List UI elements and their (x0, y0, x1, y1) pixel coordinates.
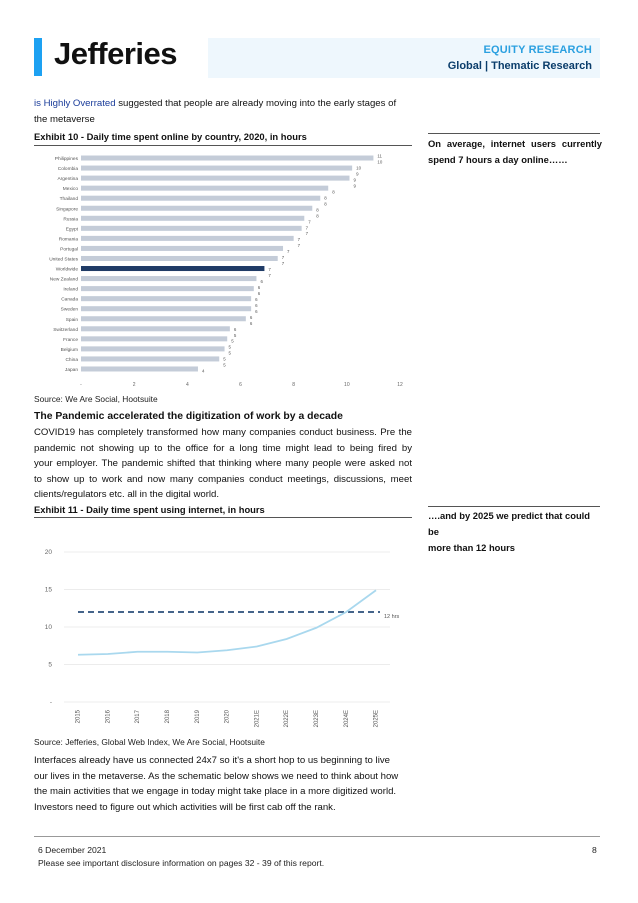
bar (81, 166, 352, 171)
bar (81, 246, 283, 251)
bar-category-label: Portugal (60, 247, 78, 253)
x-tick-label: 2023E (313, 710, 320, 728)
bar-category-label: Colombia (57, 167, 78, 173)
y-tick-label: 10 (44, 624, 52, 631)
exhibit10-source: Source: We Are Social, Hootsuite (34, 394, 158, 404)
bar (81, 316, 246, 321)
x-tick-label: 2025E (373, 710, 380, 728)
bar (81, 336, 227, 341)
section-heading: The Pandemic accelerated the digitization of work by a decade (34, 411, 343, 422)
bar-category-label: Russia (63, 217, 78, 223)
x-tick-label: 12 (397, 382, 403, 388)
x-tick-label: 2018 (164, 710, 171, 724)
bar-value-label: 7 (281, 255, 285, 261)
pandemic-line: COVID19 has completely transformed how many companies conduct business. Pre the (34, 427, 412, 438)
bar-value-label: 5 (228, 344, 232, 350)
reference-line-label: 12 hrs (384, 614, 400, 620)
bar-value-label: 7 (297, 243, 301, 249)
bar-value-label: 6 (255, 308, 258, 314)
bar-value-label: 8 (316, 207, 319, 213)
bar-value-label: 5 (228, 350, 232, 356)
bar-value-label: 7 (297, 237, 301, 243)
bar-value-label: 9 (353, 183, 356, 189)
bar (81, 286, 254, 291)
exhibit11-source: Source: Jefferies, Global Web Index, We Are Social, Hootsuite (34, 737, 265, 747)
bar (81, 276, 256, 281)
side-note-line: ….and by 2025 we predict that could be (428, 510, 591, 537)
bar-value-label: 8 (316, 213, 319, 219)
exhibit10-bar-chart (34, 148, 412, 392)
bar-value-label: 7 (305, 231, 309, 237)
exhibit11-rule (34, 517, 412, 518)
bar-value-label: 8 (324, 195, 327, 201)
x-tick-label: 10 (344, 382, 350, 388)
footer-date: 6 December 2021 (38, 845, 107, 855)
intro-text: suggested that people are already moving into the early stages of (115, 98, 397, 109)
exhibit11-line-chart (34, 540, 404, 730)
bar-category-label: Mexico (62, 187, 78, 193)
bar-category-label: Argentina (57, 177, 78, 183)
intro-text-line2: the metaverse (34, 113, 95, 125)
bar-value-label: 6 (257, 284, 261, 290)
pandemic-line: pandemic not showing up to the office for a long time might lead to being fired by (34, 442, 412, 454)
bar-value-label: 6 (249, 320, 253, 326)
bar-value-label: 5 (233, 332, 237, 338)
bar (81, 346, 225, 351)
bar-category-label: Singapore (56, 207, 78, 213)
side-note-line: spend 7 hours a day online…… (428, 154, 568, 165)
bar (81, 186, 328, 191)
x-tick-label: 6 (239, 382, 242, 388)
bar-category-label: Sweden (60, 307, 78, 313)
closing-paragraph (34, 753, 412, 815)
page-number: 8 (592, 845, 597, 855)
exhibit11-title: Exhibit 11 - Daily time spent using internet, in hours (34, 504, 265, 515)
pandemic-line: to show up to work and now many companies conduct meetings, discussions, meet (34, 473, 412, 485)
bar (81, 356, 219, 361)
bar (81, 306, 251, 311)
bar-category-label: Thailand (59, 197, 78, 203)
exhibit11-side-note (428, 508, 602, 556)
exhibit10-side-rule (428, 133, 600, 134)
x-tick-label: 2019 (194, 710, 201, 724)
closing-line: Interfaces already have us connected 24x7 so it's a short hop to us beginning to live (34, 755, 390, 766)
bar-category-label: Belgium (60, 347, 78, 353)
report-header-box (208, 38, 600, 78)
bar-value-label: 6 (249, 314, 253, 320)
bar-value-label: 7 (287, 249, 290, 255)
bar-value-label: 7 (268, 273, 271, 279)
bar-value-label: 4 (201, 368, 205, 374)
x-tick-label: 2016 (105, 710, 112, 724)
bar-category-label: Canada (61, 297, 78, 303)
bar-category-label: New Zealand (49, 277, 78, 283)
exhibit11-side-rule (428, 506, 600, 507)
bar-value-label: 6 (255, 302, 258, 308)
bar-value-label: 6 (257, 290, 261, 296)
closing-line: our lives in the metaverse. As the schematic below shows we need to think about how (34, 770, 399, 782)
x-tick-label: 2 (132, 382, 136, 388)
report-subtitle: Global | Thematic Research (447, 60, 592, 72)
bar (81, 366, 198, 371)
bar-category-label: United States (49, 257, 78, 263)
x-tick-label: 4 (185, 382, 189, 388)
bar-value-label: 9 (356, 171, 359, 177)
bar (81, 296, 251, 301)
bar-value-label: 6 (260, 279, 263, 285)
bar-highlight (81, 266, 264, 271)
bar-value-label: 7 (268, 267, 271, 273)
y-tick-label: 5 (48, 661, 52, 669)
bar-category-label: Romania (58, 237, 78, 243)
bar-value-label: 5 (231, 338, 234, 344)
bar (81, 176, 349, 181)
bar-value-label: 7 (281, 261, 285, 267)
pandemic-line: clients/regulators etc. all in the digital world. (34, 489, 220, 500)
bar-category-label: Ireland (63, 287, 78, 293)
jefferies-logo: Jefferies (54, 36, 178, 71)
x-tick-label: 2015 (75, 710, 82, 724)
bar-category-label: Philippines (54, 157, 78, 163)
bar-value-label: 11 (377, 153, 382, 159)
y-tick-label: 15 (44, 586, 52, 594)
bar-value-label: 10 (356, 165, 362, 171)
bar-category-label: Egypt (65, 227, 78, 233)
x-tick-label: 2021E (254, 710, 261, 728)
bar-value-label: 7 (308, 219, 311, 225)
side-note-line: On average, internet users currently (428, 138, 602, 149)
bar-category-label: France (63, 337, 78, 343)
x-tick-label: 8 (292, 382, 296, 388)
bar (81, 326, 230, 331)
bar-value-label: 10 (377, 159, 383, 165)
exhibit10-side-note (428, 136, 602, 168)
exhibit10-title: Exhibit 10 - Daily time spent online by country, 2020, in hours (34, 131, 307, 142)
bar-value-label: 7 (305, 225, 309, 231)
bar-category-label: China (65, 357, 78, 363)
bar-value-label: 6 (255, 296, 258, 302)
side-note-line: more than 12 hours (428, 542, 515, 553)
intro-paragraph (34, 96, 424, 127)
bar-value-label: 8 (324, 201, 327, 207)
bar-value-label: 6 (233, 326, 237, 332)
bar (81, 216, 304, 221)
bar-category-label: Japan (64, 367, 78, 373)
pandemic-paragraph (34, 425, 412, 503)
series-line (78, 590, 376, 655)
bar (81, 156, 373, 161)
x-tick-label: 2020 (224, 710, 231, 724)
bar (81, 256, 278, 261)
intro-link[interactable]: is Highly Overrated (34, 98, 116, 109)
bar (81, 226, 302, 231)
closing-line: Investors need to figure out which activities will be first cab off the rank. (34, 801, 336, 813)
bar (81, 196, 320, 201)
bar-value-label: 8 (332, 189, 335, 195)
report-section-label: EQUITY RESEARCH (483, 44, 592, 56)
y-tick-label: 20 (44, 549, 52, 556)
bar-value-label: 5 (223, 356, 226, 362)
bar-value-label: 9 (353, 177, 356, 183)
bar-category-label: Spain (65, 317, 78, 323)
x-tick-label: - (80, 382, 82, 388)
bar-category-label: Worldwide (55, 267, 78, 273)
bar (81, 206, 312, 211)
pandemic-line: your employer. The pandemic shifted that thinking where many people were asked not (34, 458, 412, 469)
x-tick-label: 2024E (343, 710, 350, 728)
exhibit10-rule (34, 145, 412, 146)
bar (81, 236, 294, 241)
disclosure-note: Please see important disclosure information on pages 32 - 39 of this report. (38, 858, 325, 868)
bar-category-label: Switzerland (53, 327, 78, 333)
footer-rule (34, 836, 600, 837)
bar-value-label: 5 (223, 362, 226, 368)
x-tick-label: 2017 (135, 710, 142, 724)
x-tick-label: 2022E (284, 710, 291, 728)
closing-line: the main activities that we engage in today might take place in a more digitized world. (34, 786, 397, 797)
y-tick-label: - (49, 699, 52, 706)
logo-accent-bar (34, 38, 42, 76)
